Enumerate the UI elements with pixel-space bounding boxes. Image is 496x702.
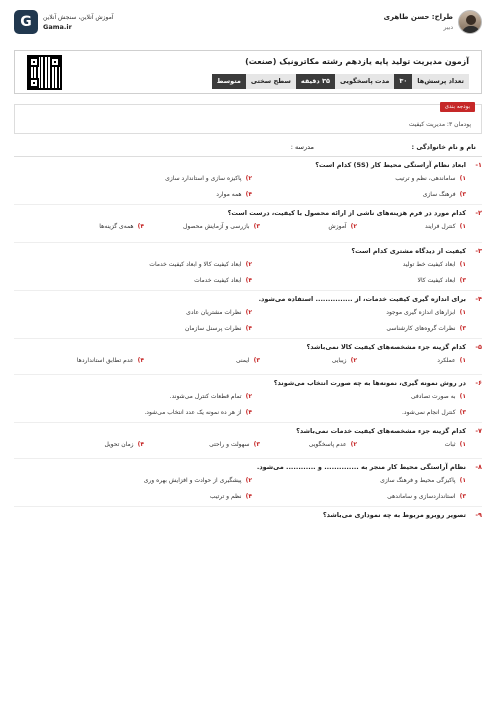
option-text: ابعاد کیفیت کالا [417, 277, 456, 284]
designer-avatar [458, 10, 482, 34]
option-4[interactable] [194, 277, 252, 284]
option-text: تمام قطعات کنترل می‌شوند. [169, 393, 242, 400]
question-5 [14, 343, 482, 383]
option-number: ۳) [253, 441, 260, 448]
option-number: ۴) [245, 325, 252, 332]
question-text: نظام آراستگی محیط کار منجر به .............. و ............ می‌شود. [256, 463, 466, 471]
option-3[interactable] [386, 325, 466, 332]
option-2[interactable] [328, 223, 357, 230]
option-text: از هر ده نمونه یک عدد انتخاب می‌شود. [144, 409, 242, 416]
question-text: در روش نمونه گیری، نمونه‌ها به چه صورت انتخاب می‌شوند؟ [273, 379, 466, 387]
option-number: ۴) [245, 493, 252, 500]
student-name-label: نام و نام خانوادگی : [411, 143, 476, 151]
option-4[interactable] [104, 441, 144, 448]
option-text: نظرات گروه‌های کارشناسی [386, 325, 456, 332]
option-2[interactable] [309, 441, 357, 448]
option-number: ۳) [459, 409, 466, 416]
page-header [14, 10, 482, 46]
question-3 [14, 247, 482, 287]
question-number: ۵- [475, 343, 482, 351]
question-text: تصویر روبرو مربوط به چه نموداری می‌باشد؟ [322, 511, 466, 519]
option-number: ۲) [350, 357, 357, 364]
option-3[interactable] [387, 493, 466, 500]
option-text: کنترل انجام نمی‌شود. [402, 409, 456, 416]
designer-info [384, 10, 482, 34]
question-text: کدام گزینه جزء مشخصه‌های کیفیت کالا نمی‌باشد؟ [306, 343, 466, 351]
option-1[interactable] [437, 357, 466, 364]
option-number: ۳) [459, 493, 466, 500]
option-number: ۱) [459, 309, 466, 316]
category-text: پودمان ۳: مدیریت کیفیت [408, 121, 471, 128]
question-number: ۷- [475, 427, 482, 435]
brand[interactable] [14, 10, 114, 34]
option-3[interactable] [183, 223, 260, 230]
designer-role: دبیر [443, 24, 453, 31]
option-2[interactable] [170, 393, 252, 400]
question-number: ۳- [475, 247, 482, 255]
question-divider [14, 242, 482, 243]
option-number: ۲) [245, 309, 252, 316]
question-divider [14, 290, 482, 291]
option-text: ساماندهی، نظم و ترتیب [395, 175, 456, 182]
option-text: به صورت تصادفی [410, 393, 456, 400]
option-text: ابزارهای اندازه گیری موجود [386, 309, 456, 316]
option-1[interactable] [411, 393, 466, 400]
option-4[interactable] [144, 409, 252, 416]
question-text: ابعاد نظام آراستگی محیط کار (5S) کدام است؟ [315, 161, 466, 169]
option-text: نظرات پرسنل سازمان [184, 325, 242, 332]
exam-page [14, 10, 482, 519]
option-1[interactable] [425, 223, 466, 230]
question-number: ۴- [475, 295, 482, 303]
option-4[interactable] [216, 191, 252, 198]
option-number: ۳) [253, 223, 260, 230]
difficulty-label: سطح سختی [246, 74, 296, 89]
option-text: ابعاد کیفیت خدمات [194, 277, 242, 284]
question-8 [14, 463, 482, 503]
option-text: همه‌ی گزینه‌ها [99, 223, 134, 230]
duration-value: ۳۵ دقیقه [296, 74, 335, 89]
question-divider [14, 458, 482, 459]
option-text: استانداردسازی و ساماندهی [387, 493, 456, 500]
duration-label: مدت پاسخگویی [335, 74, 394, 89]
qr-code-icon[interactable] [27, 55, 62, 90]
option-4[interactable] [99, 223, 144, 230]
option-number: ۲) [245, 393, 252, 400]
question-7 [14, 427, 482, 467]
option-text: پاکیزگی محیط و فرهنگ سازی [380, 477, 456, 484]
question-divider [14, 422, 482, 423]
option-text: ابعاد کیفیت کالا و ابعاد کیفیت خدمات [149, 261, 242, 268]
option-number: ۴) [245, 409, 252, 416]
category-badge: بودجه بندی [440, 102, 475, 112]
question-count-value: ۳۰ [394, 74, 412, 89]
question-number: ۱- [475, 161, 482, 169]
brand-site: Gama.ir [43, 22, 72, 31]
question-text: برای اندازه گیری کیفیت خدمات، از ............... استفاده می‌شود. [258, 295, 466, 303]
option-text: ایمنی [235, 357, 250, 364]
question-6 [14, 379, 482, 419]
option-text: آموزش [328, 223, 347, 230]
option-number: ۲) [245, 261, 252, 268]
option-number: ۴) [137, 357, 144, 364]
option-4[interactable] [77, 357, 144, 364]
question-text: کیفیت از دیدگاه مشتری کدام است؟ [351, 247, 466, 255]
option-4[interactable] [185, 325, 252, 332]
option-2[interactable] [332, 357, 357, 364]
option-1[interactable] [445, 441, 466, 448]
question-divider [14, 204, 482, 205]
option-text: عدم تطابق استانداردها [76, 357, 134, 364]
option-number: ۳) [253, 357, 260, 364]
option-text: سهولت و راحتی [209, 441, 250, 448]
option-text: عدم پاسخگویی [308, 441, 347, 448]
question-count-label: تعداد پرسش‌ها [412, 74, 469, 89]
question-divider [14, 338, 482, 339]
option-2[interactable] [186, 309, 252, 316]
question-number: ۹- [475, 511, 482, 519]
question-text: کدام گزینه جزء مشخصه‌های کیفیت خدمات نمی‌باشد؟ [296, 427, 466, 435]
option-1[interactable] [386, 309, 466, 316]
student-info-row [14, 137, 482, 157]
option-1[interactable] [395, 175, 466, 182]
question-divider [14, 506, 482, 507]
option-text: ثبات [444, 441, 456, 448]
question-4 [14, 295, 482, 335]
option-3[interactable] [423, 191, 466, 198]
exam-title: آزمون مدیریت تولید پایه یازدهم رشته مکاترونیک (صنعت) [245, 57, 469, 66]
exam-info-chips [212, 74, 469, 89]
option-1[interactable] [380, 477, 466, 484]
option-2[interactable] [144, 477, 252, 484]
option-4[interactable] [210, 493, 252, 500]
option-text: فرهنگ سازی [422, 191, 456, 198]
option-number: ۲) [245, 175, 252, 182]
option-number: ۴) [137, 223, 144, 230]
question-1 [14, 161, 482, 201]
option-number: ۱) [459, 357, 466, 364]
option-number: ۱) [459, 261, 466, 268]
option-number: ۲) [350, 223, 357, 230]
option-number: ۱) [459, 441, 466, 448]
option-text: پاکیزه سازی و استاندارد سازی [165, 175, 242, 182]
option-2[interactable] [165, 175, 252, 182]
option-text: زمان تحویل [104, 441, 134, 448]
option-number: ۲) [245, 477, 252, 484]
category-box [14, 104, 482, 134]
school-label: مدرسه : [290, 143, 314, 151]
option-2[interactable] [149, 261, 252, 268]
option-text: عملکرد [437, 357, 456, 364]
gama-logo-icon: G [14, 10, 38, 34]
option-3[interactable] [402, 409, 466, 416]
option-text: کنترل فرایند [425, 223, 456, 230]
option-3[interactable] [236, 357, 260, 364]
option-text: ابعاد کیفیت خط تولید [402, 261, 456, 268]
option-3[interactable] [209, 441, 260, 448]
option-text: همه موارد [216, 191, 242, 198]
option-number: ۴) [245, 191, 252, 198]
option-text: نظم و ترتیب [209, 493, 242, 500]
exam-banner [14, 50, 482, 94]
option-number: ۳) [459, 325, 466, 332]
question-number: ۶- [475, 379, 482, 387]
question-number: ۸- [475, 463, 482, 471]
option-text: بازرسی و آزمایش محصول [182, 223, 250, 230]
option-3[interactable] [418, 277, 466, 284]
question-9 [14, 511, 482, 551]
option-number: ۲) [350, 441, 357, 448]
difficulty-value: متوسط [212, 74, 246, 89]
option-number: ۴) [245, 277, 252, 284]
question-divider [14, 374, 482, 375]
option-text: پیشگیری از حوادث و افزایش بهره وری [143, 477, 242, 484]
option-number: ۱) [459, 175, 466, 182]
question-number: ۲- [475, 209, 482, 217]
question-text: کدام مورد در فرم هزینه‌های ناشی از ارائه محصول با کیفیت، درست است؟ [227, 209, 466, 217]
option-number: ۱) [459, 393, 466, 400]
option-number: ۳) [459, 191, 466, 198]
option-number: ۱) [459, 477, 466, 484]
option-1[interactable] [403, 261, 466, 268]
option-number: ۴) [137, 441, 144, 448]
option-number: ۳) [459, 277, 466, 284]
option-text: نظرات مشتریان عادی [186, 309, 242, 316]
designer-name: طراح: حسن طاهری [383, 13, 453, 21]
option-number: ۱) [459, 223, 466, 230]
question-2 [14, 209, 482, 249]
option-text: زیبایی [331, 357, 347, 364]
brand-slogan: آموزش آنلاین، سنجش آنلاین [43, 13, 114, 21]
